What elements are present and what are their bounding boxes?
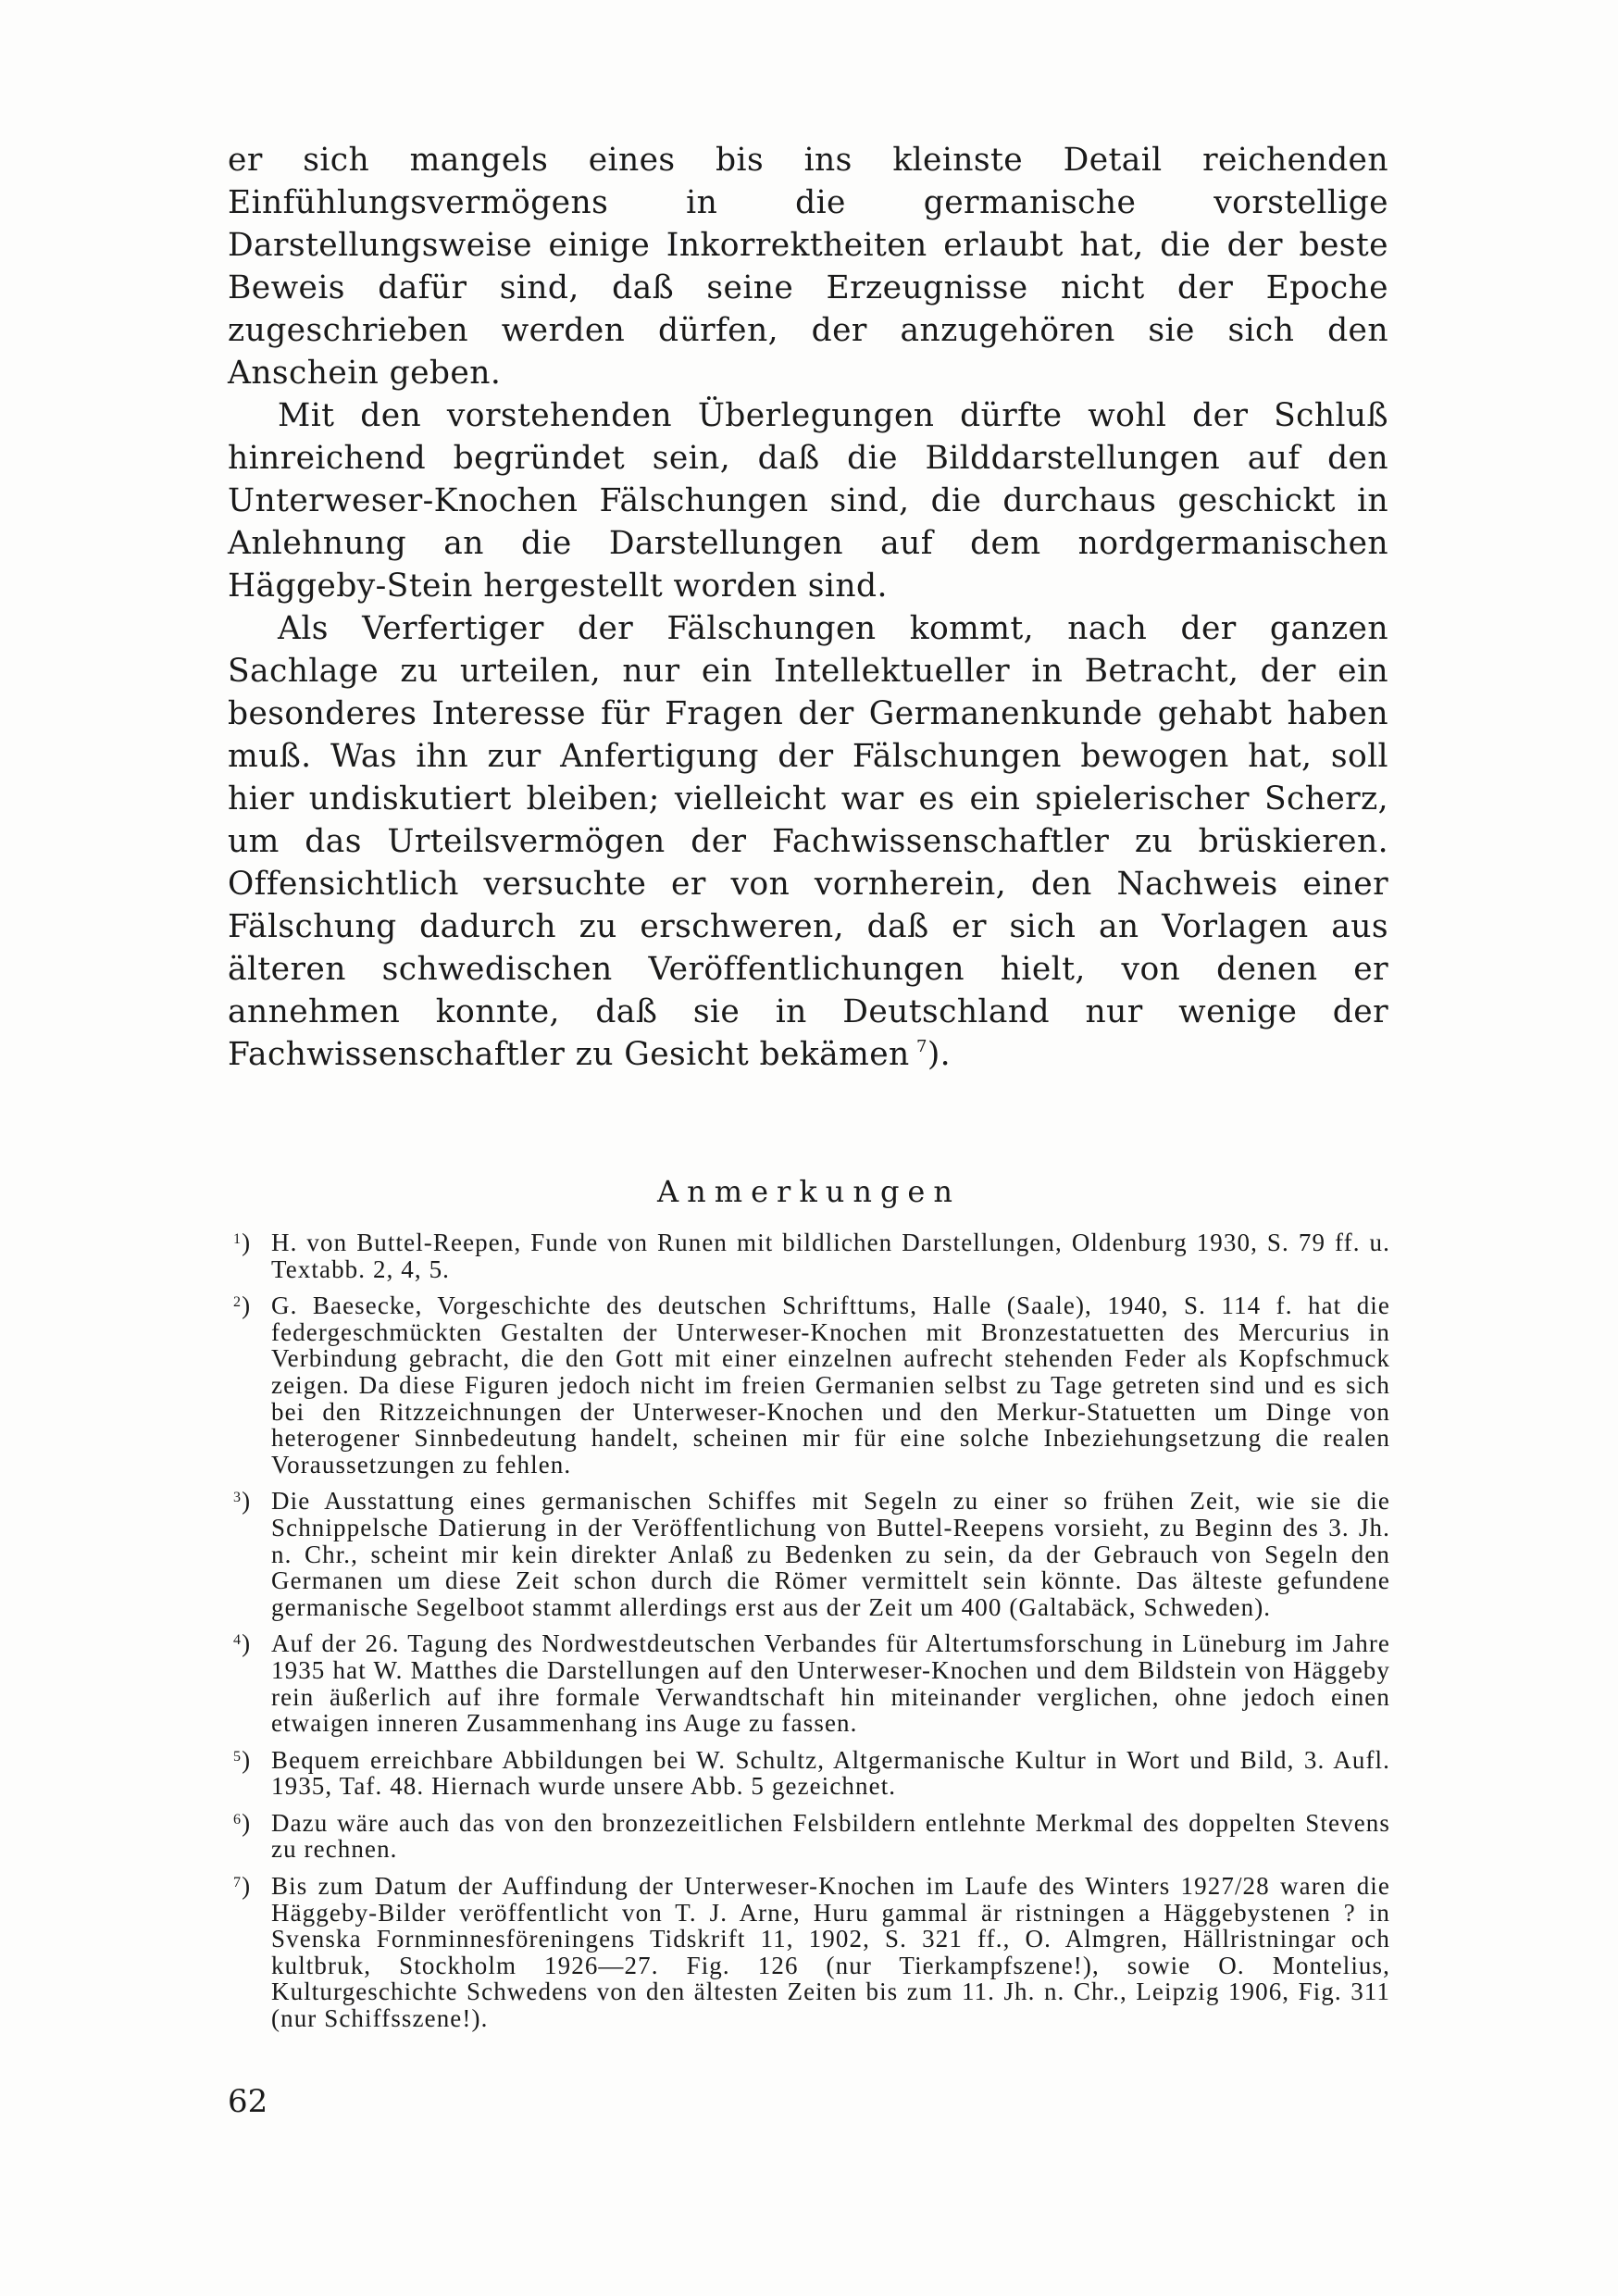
footnote-number: $^2$) xyxy=(233,1292,252,1320)
paragraph-text: Als Verfertiger der Fälschungen kommt, nach der ganzen Sachlage zu urteilen, nur ein Intellektueller in Betracht, der ein besonderes Interesse für Fragen der Germanenkunde gehabt haben muß. Was ihn zur Anfertigung der Fälschungen bewogen hat, soll hier undiskutiert bleiben; vielleicht war es ein spielerischer Scherz, um das Urteilsvermögen der Fachwissenschaftler zu brüskieren. Offensichtlich versuchte er von vornherein, den Nachweis einer Fälschung dadurch zu erschweren, daß er sich an Vorlagen aus älteren schwedischen Veröffentlichungen hielt, von denen er annehmen konnte, daß sie in Deutschland nur wenige der Fachwissenschaftler zu Gesicht bekämen xyxy=(228,610,1388,1073)
footnote xyxy=(228,1229,1390,1282)
footnote xyxy=(228,1873,1390,2032)
footnote-text: Auf der 26. Tagung des Nordwestdeutschen Verbandes für Altertumsforschung in Lüneburg im Jahre 1935 hat W. Matthes die Darstellungen auf den Unterweser-Knochen und dem Bildstein von Häggeby rein äußerlich auf ihre formale Verwandtschaft hin miteinander verglichen, ohne jedoch einen etwaigen inneren Zusammenhang ins Auge zu fassen. xyxy=(271,1629,1390,1738)
footnotes-list xyxy=(228,1229,1390,2042)
footnote-text: G. Baesecke, Vorgeschichte des deutschen Schrifttums, Halle (Saale), 1940, S. 114 f. hat die federgeschmückten Gestalten der Unterweser-Knochen mit Bronzestatuetten des Mercurius in Verbindung gebracht, die den Gott mit einer einzelnen aufrecht stehenden Feder als Kopfschmuck zeigen. Da diese Figuren jedoch nicht im freien Germanien selbst zu Tage getreten sind und es sich bei den Ritzzeichnungen der Unterweser-Knochen und den Merkur-Statuetten um Dinge von heterogener Sinnbedeutung handelt, scheinen mir für eine solche Inbeziehungsetzung die realen Voraussetzungen zu fehlen. xyxy=(271,1292,1390,1479)
footnote xyxy=(228,1630,1390,1736)
footnote xyxy=(228,1810,1390,1863)
footnote xyxy=(228,1747,1390,1800)
footnote-number: $^7$) xyxy=(233,1872,252,1901)
footnote-number: $^1$) xyxy=(233,1229,252,1256)
paragraph xyxy=(228,607,1388,1076)
footnote-text: Dazu wäre auch das von den bronzezeitlichen Felsbildern entlehnte Merkmal des doppelten Stevens zu rechnen. xyxy=(271,1808,1390,1864)
paragraph: Mit den vorstehenden Überlegungen dürfte wohl der Schluß hinreichend begründet sein, daß die Bilddarstellungen auf den Unterweser-Knochen Fälschungen sind, die durchaus geschickt in Anlehnung an die Darstellungen auf dem nordgermanischen Häggeby-Stein hergestellt worden sind. xyxy=(228,397,1388,605)
paragraph: er sich mangels eines bis ins kleinste Detail reichenden Einfühlungsvermögens in die germanische vorstellige Darstellungsweise einige Inkorrektheiten erlaubt hat, die der beste Beweis dafür sind, daß seine Erzeugnisse nicht der Epoche zugeschrieben werden dürfen, der anzugehören sie sich den Anschein geben. xyxy=(228,142,1388,392)
footnote-text: Bequem erreichbare Abbildungen bei W. Schultz, Altgermanische Kultur in Wort und Bild, 3. Aufl. 1935, Taf. 48. Hiernach wurde unsere Abb. 5 gezeichnet. xyxy=(271,1745,1390,1801)
footnote-number: $^4$) xyxy=(233,1629,252,1658)
notes-heading: Anmerkungen xyxy=(657,1174,961,1209)
footnote xyxy=(228,1488,1390,1620)
footnote-text: Bis zum Datum der Auffindung der Unterweser-Knochen im Laufe des Winters 1927/28 waren die Häggeby-Bilder veröffentlicht von T. J. Arne, Huru gammal är ristningen a Häggebystenen ? in Svenska Fornminnesföreningens Tidskrift 11, 1902, S. 321 ff., O. Almgren, Hällristningar och kultbruk, Stockholm 1926—27. Fig. 126 (nur Tierkampfszene!), sowie O. Montelius, Kulturgeschichte Schwedens von den ältesten Zeiten bis zum 11. Jh. n. Chr., Leipzig 1906, Fig. 311 (nur Schiffsszene!). xyxy=(271,1872,1390,2033)
footnote-reference: 7 xyxy=(915,1037,927,1056)
footnote-text: H. von Buttel-Reepen, Funde von Runen mit bildlichen Darstellungen, Oldenburg 1930, S. 79 ff. u. Textabb. 2, 4, 5. xyxy=(271,1229,1390,1283)
footnote-text: Die Ausstattung eines germanischen Schiffes mit Segeln zu einer so frühen Zeit, wie sie die Schnippelsche Datierung in der Veröffentlichung von Buttel-Reepens vorsieht, zu Beginn des 3. Jh. n. Chr., scheint mir kein direkter Anlaß zu Bedenken zu sein, da der Gebrauch von Segeln den Germanen um diese Zeit schon durch die Römer vermittelt sein könnte. Das älteste gefundene germanische Segelboot stammt allerdings erst aus der Zeit um 400 (Galtabäck, Schweden). xyxy=(271,1487,1390,1621)
footnote xyxy=(228,1292,1390,1478)
main-text xyxy=(228,139,1388,1076)
footnote-number: $^3$) xyxy=(233,1487,252,1516)
paragraph-end: ). xyxy=(927,1036,952,1073)
footnote-number: $^6$) xyxy=(233,1808,252,1837)
page-number: 62 xyxy=(228,2083,268,2120)
footnote-number: $^5$) xyxy=(233,1745,252,1774)
